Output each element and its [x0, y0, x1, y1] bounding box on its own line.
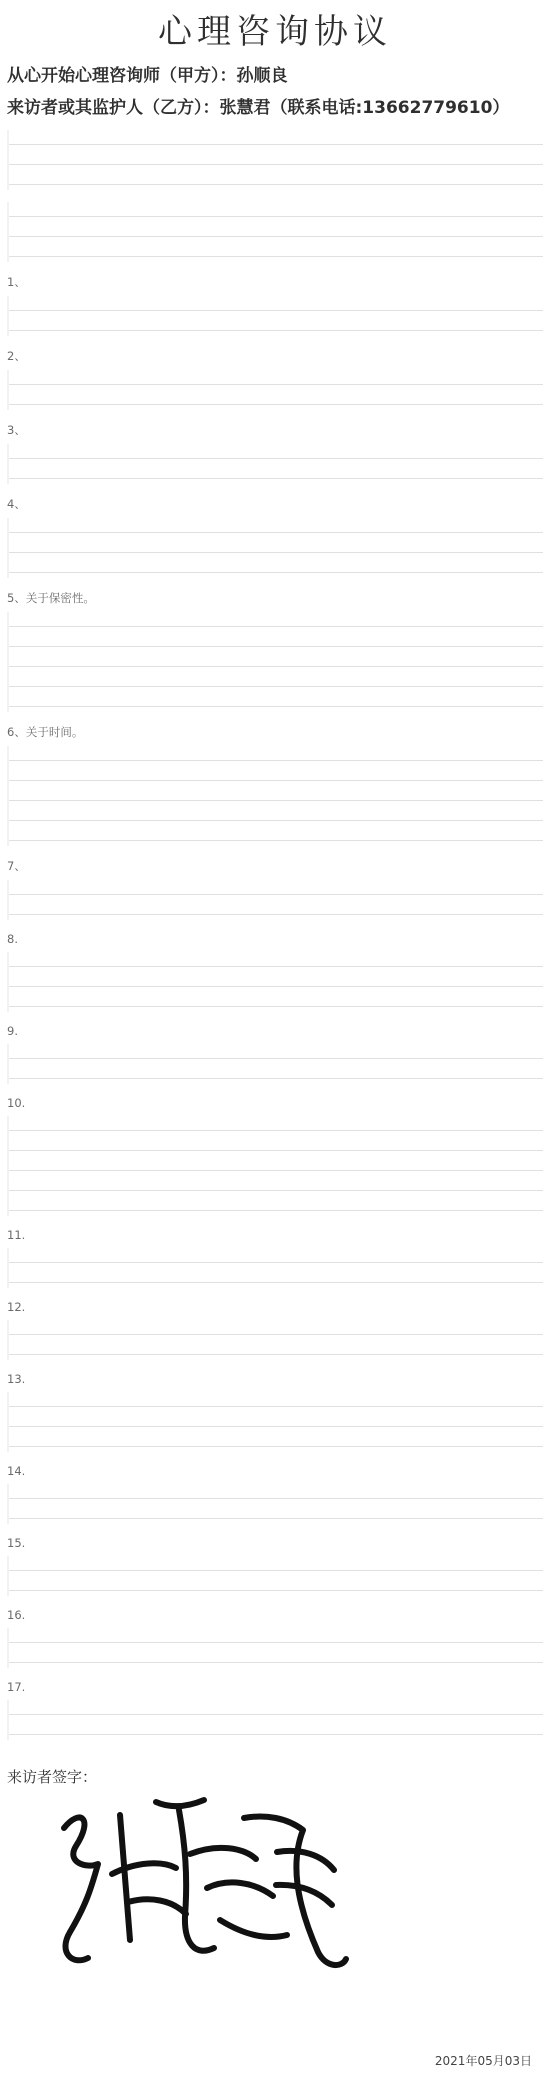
section-body	[7, 1392, 543, 1452]
section-body	[7, 612, 543, 712]
section-heading: 2、	[7, 349, 26, 363]
agreement-section	[7, 422, 543, 484]
agreement-section	[7, 1608, 543, 1668]
section-body	[7, 1628, 543, 1668]
agreement-section	[7, 590, 543, 712]
section-heading: 16.	[7, 1608, 26, 1622]
section-heading: 13.	[7, 1372, 26, 1386]
agreement-section	[7, 496, 543, 578]
section-heading: 1、	[7, 275, 26, 289]
section-heading: 6、关于时间。	[7, 725, 84, 739]
section-body	[7, 1700, 543, 1740]
agreement-section	[7, 932, 543, 1012]
section-body	[7, 1248, 543, 1288]
signature-label: 来访者签字：	[7, 1768, 98, 1786]
agreement-section	[7, 858, 543, 920]
agreement-section	[7, 724, 543, 846]
section-heading: 12.	[7, 1300, 26, 1314]
agreement-section	[7, 348, 543, 410]
section-body	[7, 130, 543, 190]
section-heading: 17.	[7, 1680, 26, 1694]
section-heading: 4、	[7, 497, 26, 511]
section-heading: 14.	[7, 1464, 26, 1478]
handwritten-signature	[40, 1790, 350, 2000]
client-line: 来访者或其监护人（乙方）：张慧君（联系电话:13662779610）	[7, 98, 510, 118]
counselor-line: 从心开始心理咨询师（甲方）：孙顺良	[7, 66, 288, 86]
signature-date: 2021年05月03日	[434, 2054, 532, 2068]
agreement-section	[7, 130, 543, 190]
section-heading: 8.	[7, 932, 18, 946]
section-body	[7, 1044, 543, 1084]
section-body	[7, 1320, 543, 1360]
document-title: 心理咨询协议	[158, 12, 392, 52]
section-body	[7, 296, 543, 336]
section-heading: 7、	[7, 859, 26, 873]
section-body	[7, 952, 543, 1012]
section-body	[7, 444, 543, 484]
section-heading: 9.	[7, 1024, 18, 1038]
section-heading: 3、	[7, 423, 26, 437]
section-heading: 5、关于保密性。	[7, 591, 95, 605]
agreement-section	[7, 1300, 543, 1360]
agreement-section	[7, 1024, 543, 1084]
agreement-section	[7, 274, 543, 336]
section-heading: 10.	[7, 1096, 26, 1110]
agreement-section	[7, 1228, 543, 1288]
section-body	[7, 1116, 543, 1216]
section-body	[7, 370, 543, 410]
section-heading: 11.	[7, 1228, 26, 1242]
section-body	[7, 202, 543, 262]
section-heading: 15.	[7, 1536, 26, 1550]
agreement-section	[7, 202, 543, 262]
agreement-section	[7, 1536, 543, 1596]
agreement-section	[7, 1680, 543, 1740]
agreement-section	[7, 1096, 543, 1216]
agreement-section	[7, 1372, 543, 1452]
agreement-section	[7, 1464, 543, 1524]
section-body	[7, 518, 543, 578]
section-body	[7, 880, 543, 920]
section-body	[7, 1556, 543, 1596]
section-body	[7, 746, 543, 846]
section-body	[7, 1484, 543, 1524]
